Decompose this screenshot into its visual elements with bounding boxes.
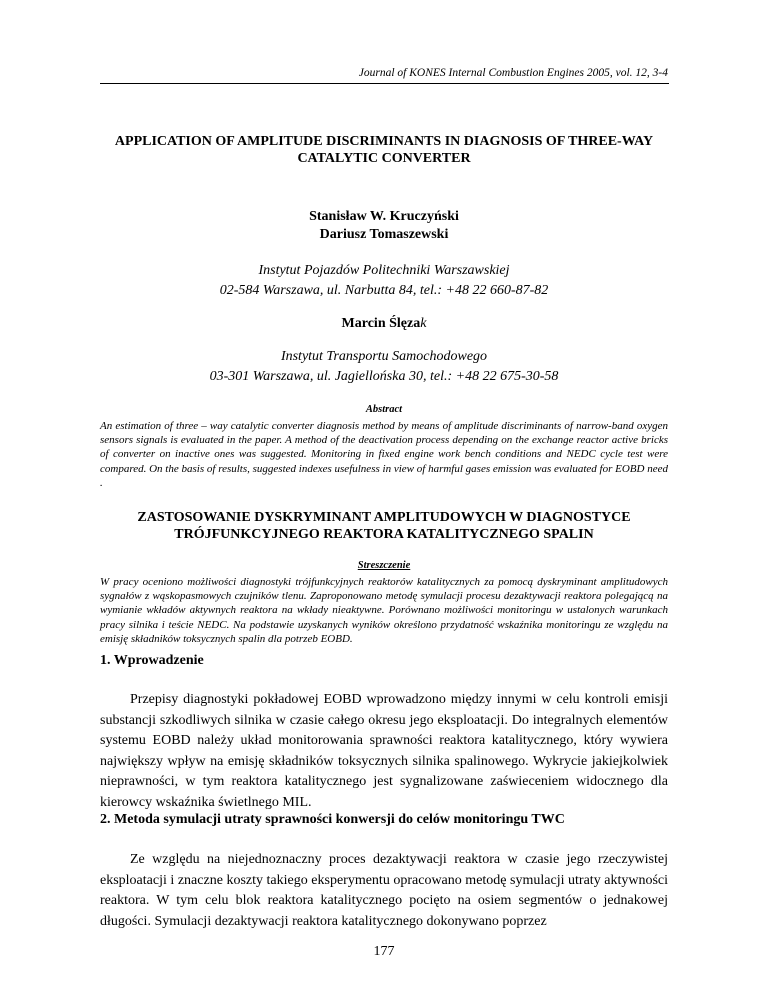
section-2-paragraph: Ze względu na niejednoznaczny proces dezaktywacji reaktora w czasie jego rzeczywistej eksploatacji i znaczne koszty takiego eksperymentu opracowano metodę symulacji utraty aktywności reaktora. W tym celu blok reaktora katalitycznego pocięto na osiem segmentów o jednakowej długości. Symulacji dezaktywacji reaktora katalitycznego dokonywano poprzez: [100, 852, 668, 929]
affiliation-line: Instytut Transportu Samochodowego: [280, 349, 488, 364]
affiliation-1: [100, 261, 668, 301]
paper-title-en: APPLICATION OF AMPLITUDE DISCRIMINANTS IN DIAGNOSIS OF THREE-WAY CATALYTIC CONVERTER: [114, 134, 654, 166]
author-name: Dariusz Tomaszewski: [319, 227, 449, 242]
author-block: [100, 208, 668, 244]
abstract-text: An estimation of three – way catalytic converter diagnosis method by means of amplitude discriminants of narrow-band oxygen sensors signals is evaluated in the paper. A method of the deactivation process depending on the exchange reactor active bricks of converter on inactive ones was suggested. Monitoring in fixed engine work bench conditions and NEDC cycle test were compared. On the basis of results, suggested indexes usefulness in view of harmful gases emission was evaluated for EOBD need .: [100, 420, 668, 489]
affiliation-line: 03-301 Warszawa, ul. Jagiellońska 30, tel.: +48 22 675-30-58: [209, 369, 559, 384]
author-name-main: Marcin Ślęza: [341, 316, 421, 331]
author-name-tail: k: [420, 316, 427, 331]
paper-title-pl: ZASTOSOWANIE DYSKRYMINANT AMPLITUDOWYCH W DIAGNOSTYCE TRÓJFUNKCYJNEGO REAKTORA KATALITYCZNEGO SPALIN: [137, 510, 631, 542]
abstract-heading: Abstract: [365, 404, 403, 415]
page-number: 177: [373, 944, 395, 959]
section-2-heading: 2. Metoda symulacji utraty sprawności konwersji do celów monitoringu TWC: [100, 812, 565, 827]
header-rule: [100, 83, 669, 84]
author-name-3: [100, 316, 668, 332]
section-1-heading: 1. Wprowadzenie: [100, 653, 204, 668]
section-1-paragraph: Przepisy diagnostyki pokładowej EOBD wprowadzono między innymi w celu kontroli emisji substancji szkodliwych silnika w czasie całego okresu jego eksploatacji. Do integralnych elementów systemu EOBD należy układ monitorowania sprawności reaktora katalitycznego, który wywiera największy wpływ na emisję składników toksycznych silnika spalinowego. Wykrycie jakiejkolwiek nieprawności, w tym reaktora katalitycznego jest sygnalizowane zaświeceniem widocznego dla kierowcy wskaźnika świetlnego MIL.: [100, 692, 668, 810]
affiliation-2: [100, 347, 668, 387]
running-head: Journal of KONES Internal Combustion Engines 2005, vol. 12, 3-4: [358, 67, 668, 79]
affiliation-line: 02-584 Warszawa, ul. Narbutta 84, tel.: +48 22 660-87-82: [219, 283, 549, 298]
streszczenie-heading: Streszczenie: [357, 560, 411, 571]
affiliation-line: Instytut Pojazdów Politechniki Warszawskiej: [258, 263, 510, 278]
streszczenie-text: W pracy oceniono możliwości diagnostyki trójfunkcyjnych reaktorów katalitycznych za pomocą dyskryminant amplitudowych sygnałów z wąskopasmowych czujników tlenu. Zaproponowano metodę symulacji procesu dezaktywacji reaktora polegającą na wymianie wkładów aktywnych reaktora na wkłady nieaktywne. Porównano możliwości monitoringu w ustalonych warunkach pracy silnika i teście NEDC. Na podstawie uzyskanych wyników określono przydatność wskaźnika monitoringu ze względu na emisję składników toksycznych spalin dla potrzeb EOBD.: [100, 576, 668, 645]
author-name: Stanisław W. Kruczyński: [309, 209, 459, 224]
